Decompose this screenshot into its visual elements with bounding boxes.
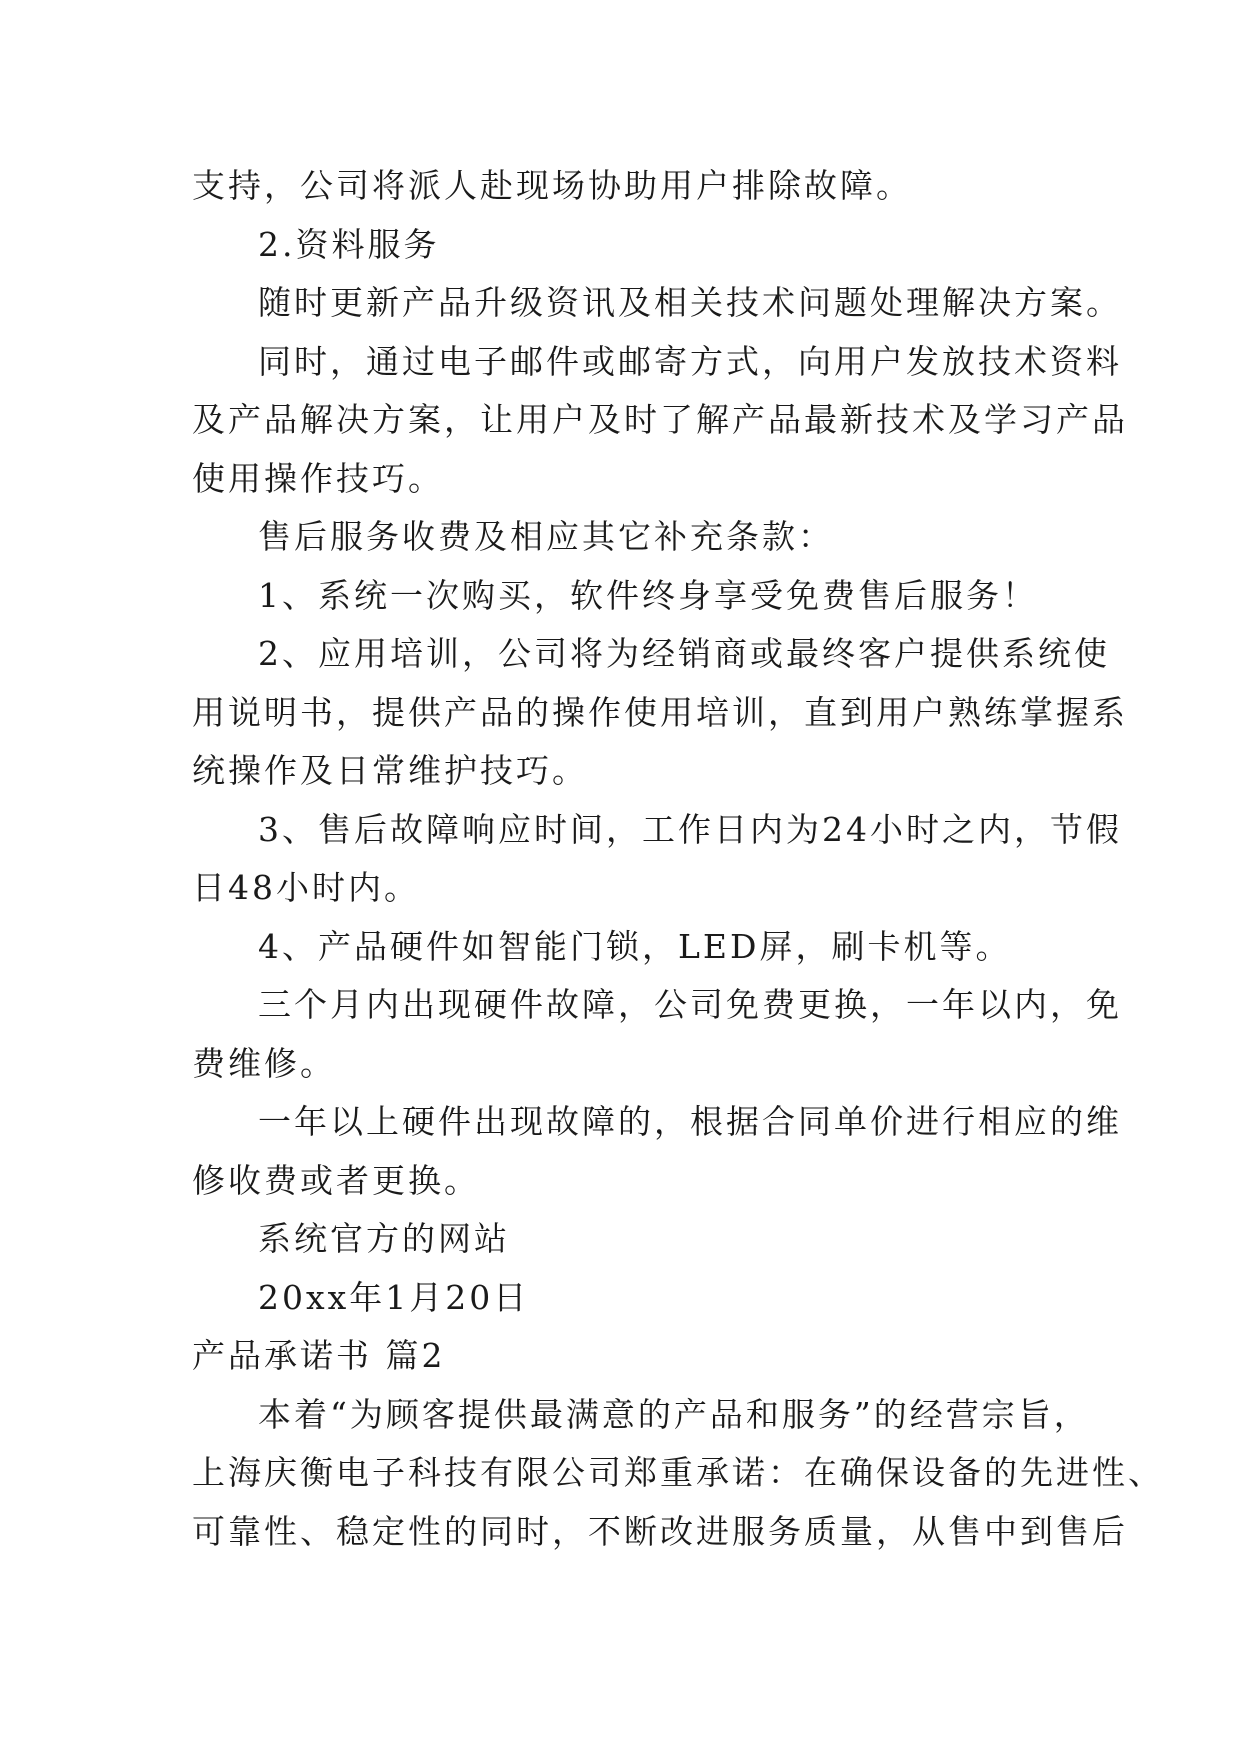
- text-line: 上海庆衡电子科技有限公司郑重承诺：在确保设备的先进性、: [192, 1453, 1164, 1492]
- text-line: 一年以上硬件出现故障的，根据合同单价进行相应的维: [258, 1102, 1122, 1141]
- text-line: 三个月内出现硬件故障，公司免费更换，一年以内，免: [258, 985, 1122, 1024]
- text-line: 20xx年1月20日: [258, 1277, 530, 1317]
- text-line: 统操作及日常维护技巧。: [192, 751, 588, 790]
- text-line: 4、产品硬件如智能门锁，LED屏，刷卡机等。: [258, 926, 1012, 966]
- text-line: 修收费或者更换。: [192, 1160, 480, 1200]
- text-line: 随时更新产品升级资讯及相关技术问题处理解决方案。: [258, 283, 1122, 322]
- text-line: 可靠性、稳定性的同时，不断改进服务质量，从售中到售后: [192, 1511, 1128, 1551]
- text-line: 及产品解决方案，让用户及时了解产品最新技术及学习产品: [192, 400, 1128, 439]
- text-line: 1、系统一次购买，软件终身享受免费售后服务！: [258, 575, 1038, 615]
- text-line: 产品承诺书 篇2: [192, 1336, 446, 1375]
- text-line: 用说明书，提供产品的操作使用培训，直到用户熟练掌握系: [192, 692, 1128, 732]
- text-line: 本着“为顾客提供最满意的产品和服务”的经营宗旨，: [258, 1394, 1090, 1434]
- text-line: 日48小时内。: [192, 868, 420, 907]
- text-line: 同时，通过电子邮件或邮寄方式，向用户发放技术资料: [258, 341, 1122, 381]
- text-line: 2、应用培训，公司将为经销商或最终客户提供系统使: [258, 634, 1110, 673]
- text-line: 2.资料服务: [258, 224, 440, 264]
- text-line: 支持，公司将派人赴现场协助用户排除故障。: [192, 166, 912, 205]
- text-line: 费维修。: [192, 1043, 336, 1083]
- text-line: 3、售后故障响应时间，工作日内为24小时之内，节假: [258, 809, 1122, 849]
- text-line: 使用操作技巧。: [192, 458, 444, 498]
- text-line: 系统官方的网站: [258, 1219, 510, 1258]
- document-body: [192, 157, 1164, 1561]
- text-line: 售后服务收费及相应其它补充条款：: [258, 517, 834, 556]
